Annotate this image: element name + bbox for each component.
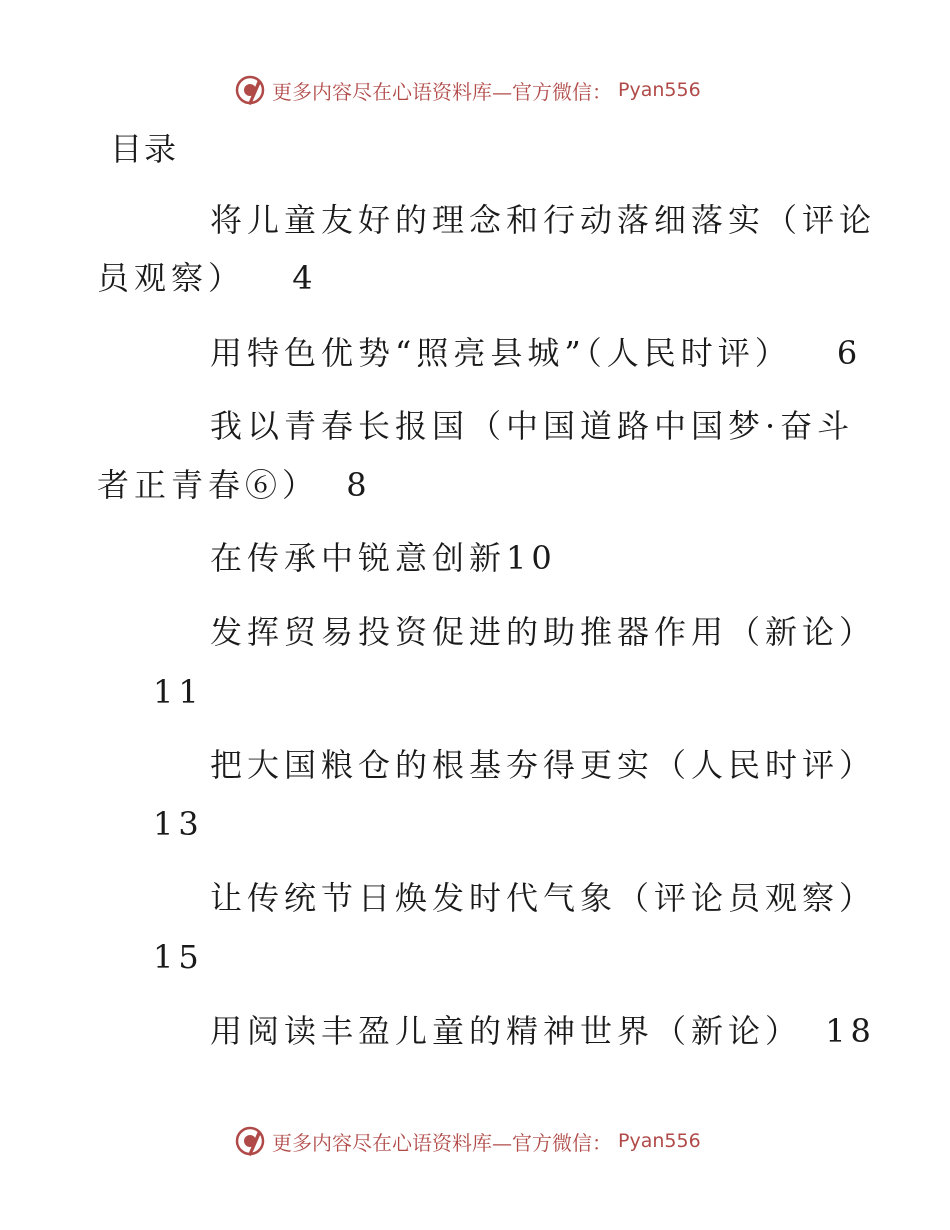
toc-entry-4-page: 10 xyxy=(506,539,557,577)
toc-entry-2-page: 6 xyxy=(836,334,863,372)
watermark-text: 更多内容尽在心语资料库—官方微信： xyxy=(272,1130,612,1155)
toc-entry-5-title: 发挥贸易投资促进的助推器作用（新论） xyxy=(210,613,877,651)
toc-entry-2-title: 用特色优势“照亮县城”（人民时评） xyxy=(210,334,792,372)
toc-entry-4-title: 在传承中锐意创新 xyxy=(210,539,507,577)
watermark-handle: Pyan556 xyxy=(618,79,701,101)
toc-entry-1-page: 4 xyxy=(292,259,318,297)
toc-entry-3-title-line2 xyxy=(97,465,372,505)
toc-entry-1-title-line2-text: 员观察） xyxy=(97,259,246,297)
toc-entry-3-page: 8 xyxy=(346,466,372,504)
toc-entry-7-title: 让传统节日焕发时代气象（评论员观察） xyxy=(210,879,877,917)
watermark-handle: Pyan556 xyxy=(618,1130,701,1152)
toc-entry-3-title-line1: 我以青春长报国（中国道路中国梦·奋斗 xyxy=(210,407,855,445)
pen-seal-logo-icon xyxy=(234,1125,266,1157)
toc-entry-2 xyxy=(210,333,862,373)
toc-entry-3-title-line2-text: 者正青春⑥） xyxy=(97,466,320,504)
watermark-text: 更多内容尽在心语资料库—官方微信： xyxy=(272,79,612,104)
toc-entry-8-title: 用阅读丰盈儿童的精神世界（新论） xyxy=(210,1012,803,1050)
toc-entry-8 xyxy=(210,1011,876,1051)
toc-entry-1-title-line1: 将儿童友好的理念和行动落细落实（评论 xyxy=(210,201,877,239)
watermark-banner-bottom xyxy=(234,1124,701,1158)
toc-heading: 目录 xyxy=(110,130,179,168)
toc-entry-1-title-line2 xyxy=(97,258,318,298)
toc-entry-4 xyxy=(210,538,557,578)
toc-entry-7-page: 15 xyxy=(153,938,204,976)
toc-entry-6-page: 13 xyxy=(153,805,204,843)
toc-entry-8-page: 18 xyxy=(825,1012,876,1050)
toc-entry-5-page: 11 xyxy=(153,673,204,711)
toc-entry-6-title: 把大国粮仓的根基夯得更实（人民时评） xyxy=(210,746,877,784)
